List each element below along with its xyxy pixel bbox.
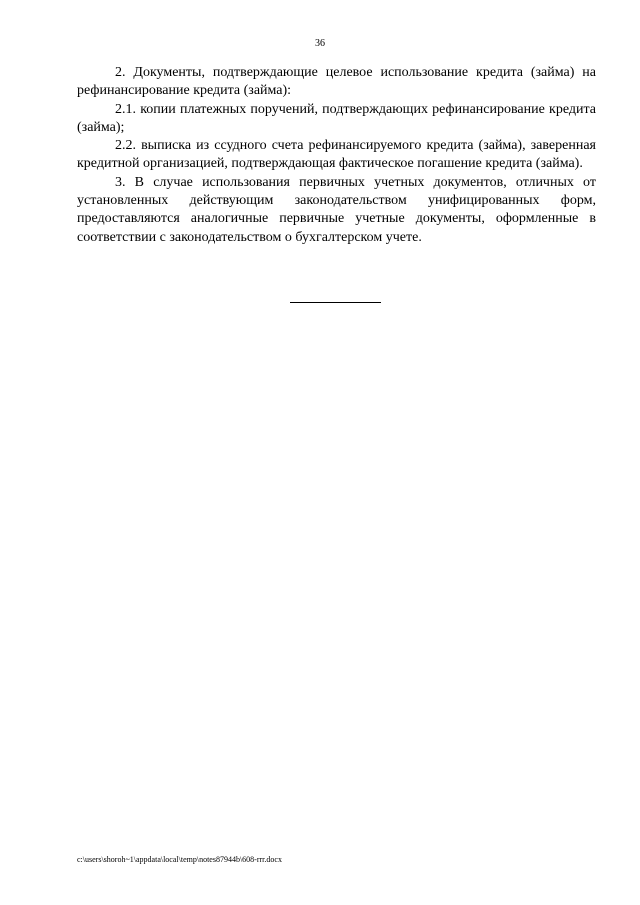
paragraph-payment-orders: 2.1. копии платежных поручений, подтверждающих рефинансирование кредита (займа); — [77, 101, 596, 135]
document-body — [77, 64, 596, 247]
page-number: 36 — [315, 38, 325, 49]
paragraph-primary-documents: 3. В случае использования первичных учетных документов, отличных от установленных действующим законодательством унифицированных форм, предоставляются аналогичные первичные учетные документы, оформленные в соответствии с законодательством о бухгалтерском учете. — [77, 174, 596, 245]
paragraph-documents-list: 2. Документы, подтверждающие целевое использование кредита (займа) на рефинансирование кредита (займа): — [77, 65, 596, 99]
footer-file-path: c:\users\shoroh~1\appdata\local\temp\notes87944b\608-rrr.docx — [77, 855, 282, 864]
paragraph-loan-statement: 2.2. выписка из ссудного счета рефинансируемого кредита (займа), заверенная кредитной организацией, подтверждающая фактическое погашение кредита (займа). — [77, 138, 596, 172]
end-of-text-divider — [290, 302, 381, 303]
